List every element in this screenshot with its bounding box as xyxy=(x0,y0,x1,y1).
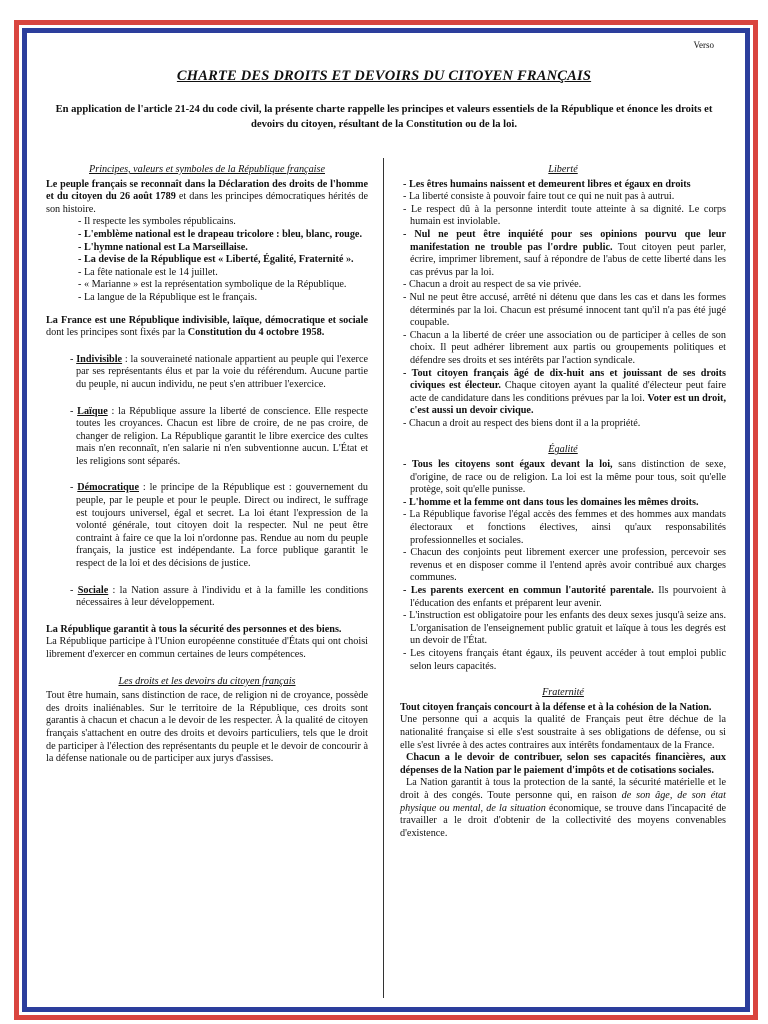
principle-laique: - Laïque : la République assure la liberté de conscience. Elle respecte toutes les croyances. Chacun est libre de croire, de ne pas croire, de changer de religion. La République garantit le libre exercice des cultes mais n'en reconnaît, n'en salarie ni n'en subventionne aucun. L'État et les religions sont séparés. xyxy=(70,405,368,467)
section-title-droits: Les droits et les devoirs du citoyen français xyxy=(118,675,296,687)
liberte-item: - Le respect dû à la personne interdit toute atteinte à sa dignité. Le corps humain est inviolable. xyxy=(403,203,726,228)
intro-paragraph: En application de l'article 21-24 du code civil, la présente charte rappelle les principes et valeurs essentiels de la République et énonce les droits et devoirs du citoyen, résultant de la Constitution ou de la loi. xyxy=(55,104,713,130)
left-column xyxy=(46,164,368,766)
liberte-item: - Chacun a droit au respect des biens dont il a la propriété. xyxy=(403,417,641,429)
term-laique: Laïque xyxy=(77,405,108,417)
europe-paragraph: La République participe à l'Union européenne constituée d'États qui ont choisi librement d'exercer en commun certaines de leurs compétences. xyxy=(46,636,368,660)
symbol-item: - La devise de la République est « Liberté, Égalité, Fraternité ». xyxy=(78,254,354,266)
text-democratique: : le principe de la République est : gouvernement du peuple, par le peuple et pour le peuple. Direct ou indirect, le suffrage est toujours universel, égal et secret. La loi étant l'expression de la volonté générale, tout citoyen doit la respecter. Nul ne peut être contraint à faire ce que la loi n'ordonne pas. Rendue au nom du peuple français, la justice est indépendante. La force publique garantit le respect de la loi et des décisions de justice. xyxy=(76,482,368,570)
security-paragraph: La République garantit à tous la sécurité des personnes et des biens. xyxy=(46,623,342,635)
symbol-item: - Il respecte les symboles républicains. xyxy=(78,216,236,228)
section-title-principes: Principes, valeurs et symboles de la République française xyxy=(89,164,325,175)
liberte-item: - Chacun a droit au respect de sa vie privée. xyxy=(403,279,582,291)
egalite-item: - Tous les citoyens sont égaux devant la loi, sans distinction de sexe, d'origine, de race ou de religion. La loi est la même pour tous, soit qu'elle protège, soit qu'elle punisse. xyxy=(403,459,726,496)
fraternite-decheance: Une personne qui a acquis la qualité de Français peut être déchue de la nationalité française si elle s'est soustraite à ses obligations de défense, ou si elle s'est livrée à des actes contraires aux intérêts fondamentaux de la France. xyxy=(400,714,726,751)
fraternite-defense: Tout citoyen français concourt à la défense et à la cohésion de la Nation. xyxy=(400,701,712,713)
liberte-item: - Nul ne peut être accusé, arrêté ni détenu que dans les cas et dans les formes déterminés par la loi. Chacun est présumé innocent tant qu'il n'a pas été jugé coupable. xyxy=(403,291,726,329)
principle-democratique: - Démocratique : le principe de la République est : gouvernement du peuple, par le peuple et pour le peuple. Direct ou indirect, le suffrage est toujours universel, égal et secret. La loi étant l'expression de la volonté générale, tout citoyen doit la respecter. Nul ne peut être contraint à faire ce que la loi n'ordonne pas. Rendue au nom du peuple français, la justice est indépendante. La force publique garantit le respect de la loi et des décisions de justice. xyxy=(70,482,368,570)
republic-mid: dont les principes sont fixés par la xyxy=(46,327,188,339)
symbol-item: - « Marianne » est la représentation symbolique de la République. xyxy=(78,279,347,291)
declaration-bold: Le peuple français se reconnaît dans la Déclaration des droits de l'homme et du citoyen du 26 août 1789 xyxy=(46,178,368,203)
liberte-item: - Les êtres humains naissent et demeurent libres et égaux en droits xyxy=(403,178,691,190)
egalite-item: - L'instruction est obligatoire pour les enfants des deux sexes jusqu'à seize ans. L'organisation de l'enseignement public gratuit et laïque à tous les degrés est un devoir de l'État. xyxy=(403,610,726,647)
liberte-item: - La liberté consiste à pouvoir faire tout ce qui ne nuit pas à autrui. xyxy=(403,191,675,203)
egalite-item: - Les parents exercent en commun l'autorité parentale. Ils pourvoient à l'éducation des enfants et préparent leur avenir. xyxy=(403,585,726,609)
fraternite-sante: La Nation garantit à tous la protection de la santé, la sécurité matérielle et le droit à des congés. Toute personne qui, en raison de son âge, de son état physique ou mental, de la situation économique, se trouve dans l'incapacité de travailler a le droit d'obtenir de la collectivité des moyens convenables d'existence. xyxy=(400,777,726,839)
liberte-item: - Chacun a la liberté de créer une association ou de participer à celles de son choix. Il peut adhérer librement aux partis ou groupements politiques et défendre ses droits et ses intérêts par l'action syndicale. xyxy=(403,329,726,366)
egalite-item: - Les citoyens français étant égaux, ils peuvent accéder à tout emploi public selon leurs capacités. xyxy=(403,647,726,672)
term-sociale: Sociale xyxy=(77,584,109,596)
symbol-item: - L'hymne national est La Marseillaise. xyxy=(78,241,248,253)
term-indivisible: Indivisible xyxy=(76,353,123,365)
liberte-item: - Tout citoyen français âgé de dix-huit ans et jouissant de ses droits civiques est électeur. Chaque citoyen ayant la qualité d'électeur peut faire acte de candidature dans les conditions prévues par la loi. Voter est un droit, c'est aussi un devoir civique. xyxy=(403,367,726,417)
principle-indivisible: - Indivisible : la souveraineté nationale appartient au peuple qui l'exerce par ses représentants élus et par la voie du référendum. Aucune partie du peuple, ni aucun individu, ne peut s'en attribuer l'exercice. xyxy=(70,353,368,390)
text-sociale: : la Nation assure à l'individu et à la famille les conditions nécessaires à leur développement. xyxy=(76,584,368,609)
egalite-item: - L'homme et la femme ont dans tous les domaines les mêmes droits. xyxy=(403,496,699,508)
principle-sociale: - Sociale : la Nation assure à l'individu et à la famille les conditions nécessaires à leur développement. xyxy=(70,584,368,609)
declaration-rest: et dans les principes démocratiques hérités de son histoire. xyxy=(46,191,368,215)
section-title-liberte: Liberté xyxy=(548,164,578,175)
text-laique: : la République assure la liberté de conscience. Elle respecte toutes les croyances. Chacun est libre de croire, de ne pas croire, de changer de religion. La République garantit le libre exercice des cultes mais n'en reconnaît, n'en salarie ni n'en subventionne aucun. L'État et les religions sont séparés. xyxy=(76,405,368,467)
fraternite-impots: Chacun a le devoir de contribuer, selon ses capacités financières, aux dépenses de la Nation par le paiement d'impôts et de cotisations sociales. xyxy=(400,752,726,776)
symbol-item: - L'emblème national est le drapeau tricolore : bleu, blanc, rouge. xyxy=(78,228,362,240)
term-democratique: Démocratique xyxy=(77,482,139,494)
liberte-item: - Nul ne peut être inquiété pour ses opinions pourvu que leur manifestation ne trouble pas l'ordre public. Tout citoyen peut parler, écrire, imprimer librement, sauf à répondre de l'abus de cette liberté dans les cas prévus par la loi. xyxy=(403,228,726,278)
section-title-egalite: Égalité xyxy=(548,444,578,456)
declaration-paragraph xyxy=(46,179,368,217)
symbol-item: - La langue de la République est le français. xyxy=(78,291,258,303)
column-divider xyxy=(383,158,384,998)
charter-page xyxy=(36,36,732,1004)
republic-paragraph xyxy=(46,315,368,340)
republic-bold: La France est une République indivisible, laïque, démocratique et sociale xyxy=(46,314,368,326)
droits-paragraph: Tout être humain, sans distinction de race, de religion ni de croyance, possède des droits inaliénables. Sur le territoire de la République, ces droits sont garantis à chacun et chacun a le devoir de les respecter. À la qualité de citoyen français s'attachent en outre des droits et devoirs particuliers, tels que le droit de participer à l'élection des représentants du peuple et le devoir de concourir à la défense nationale ou de participer aux jurys d'assises. xyxy=(46,690,368,765)
page-title: CHARTE DES DROITS ET DEVOIRS DU CITOYEN FRANÇAIS xyxy=(176,68,592,84)
symbol-item: - La fête nationale est le 14 juillet. xyxy=(78,266,218,278)
egalite-item: - La République favorise l'égal accès des femmes et des hommes aux mandats électoraux et fonctions électives, ainsi qu'aux responsabilités professionnelles et sociales. xyxy=(403,509,726,546)
section-title-fraternite: Fraternité xyxy=(542,687,584,699)
text-indivisible: : la souveraineté nationale appartient au peuple qui l'exerce par ses représentants élus et par la voie du référendum. Aucune partie du peuple, ni aucun individu, ne peut s'en attribuer l'exercice. xyxy=(76,353,368,390)
constitution-date: Constitution du 4 octobre 1958. xyxy=(187,327,325,339)
right-column xyxy=(400,164,726,840)
egalite-item: - Chacun des conjoints peut librement exercer une profession, percevoir ses revenus et en disposer comme il l'entend après avoir contribué aux charges communes. xyxy=(403,547,726,584)
verso-label: Verso xyxy=(693,40,714,50)
